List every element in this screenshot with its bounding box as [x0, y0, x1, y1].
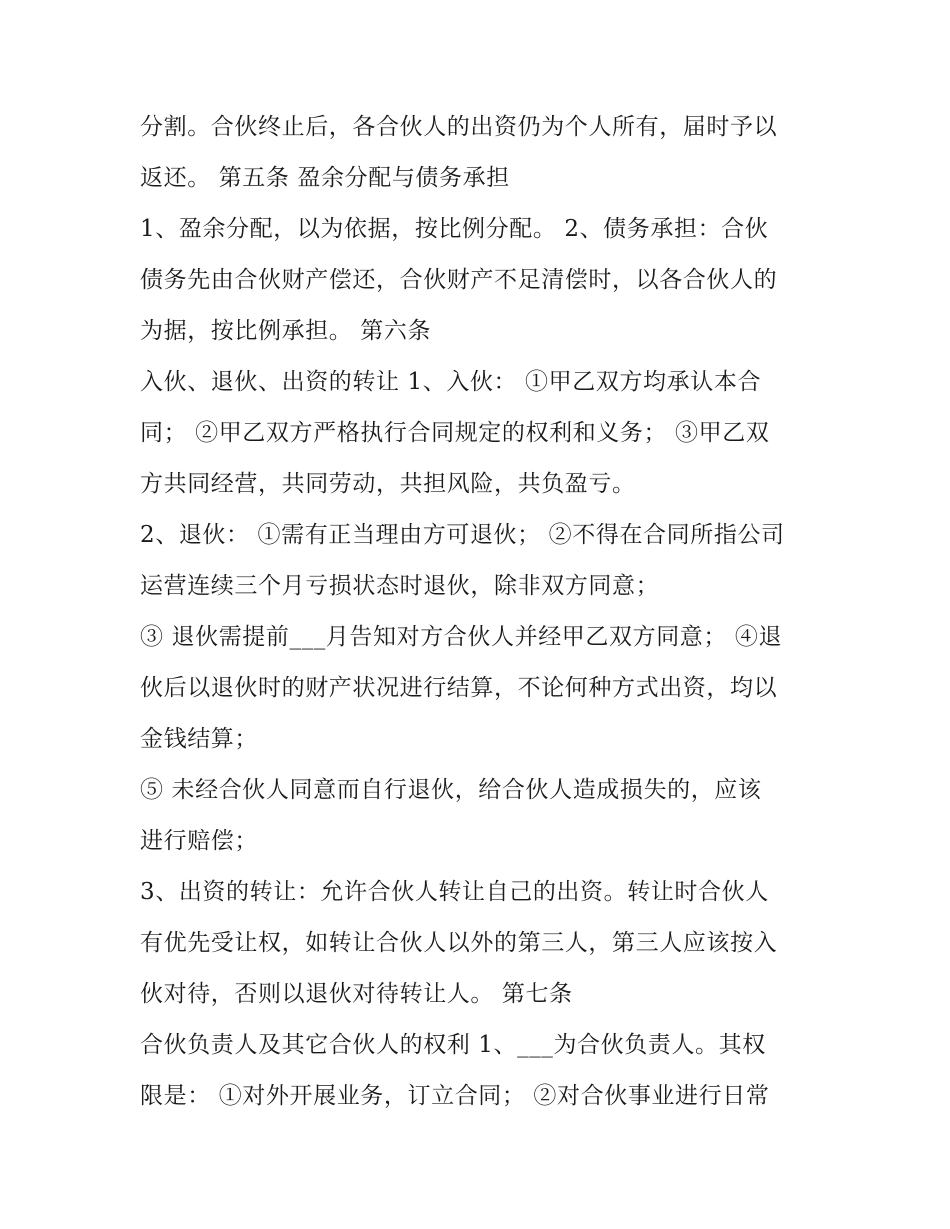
- text-line: 伙对待，否则以退伙对待转让人。 第七条: [140, 981, 573, 1007]
- text-line: 限是： ①对外开展业务，订立合同； ②对合伙事业进行日常: [140, 1083, 770, 1109]
- text-line: 合伙负责人及其它合伙人的权利 1、___为合伙负责人。其权: [140, 1032, 766, 1058]
- text-line: 进行赔偿；: [140, 828, 258, 854]
- text-line: 入伙、退伙、出资的转让 1、入伙： ①甲乙双方均承认本合: [140, 369, 762, 395]
- text-line: 伙后以退伙时的财产状况进行结算，不论何种方式出资，均以: [140, 675, 778, 701]
- text-line: 2、退伙： ①需有正当理由方可退伙； ②不得在合同所指公司: [140, 522, 785, 548]
- text-line: 3、出资的转让：允许合伙人转让自己的出资。转让时合伙人: [140, 879, 769, 905]
- text-line: 1、盈余分配，以为依据，按比例分配。 2、债务承担：合伙: [140, 216, 769, 242]
- text-line: 返还。 第五条 盈余分配与债务承担: [140, 165, 510, 191]
- document-body: [140, 102, 820, 1122]
- text-line: 方共同经营，共同劳动，共担风险，共负盈亏。: [140, 471, 636, 497]
- text-line: ⑤ 未经合伙人同意而自行退伙，给合伙人造成损失的，应该: [140, 777, 762, 803]
- text-line: 同； ②甲乙双方严格执行合同规定的权利和义务； ③甲乙双: [140, 420, 770, 446]
- text-line: 分割。合伙终止后，各合伙人的出资仍为个人所有，届时予以: [140, 114, 778, 140]
- text-line: ③ 退伙需提前___月告知对方合伙人并经甲乙双方同意； ④退: [140, 624, 783, 650]
- text-line: 为据，按比例承担。 第六条: [140, 318, 432, 344]
- text-line: 有优先受让权，如转让合伙人以外的第三人，第三人应该按入: [140, 930, 778, 956]
- text-line: 债务先由合伙财产偿还，合伙财产不足清偿时，以各合伙人的: [140, 267, 778, 293]
- text-line: 运营连续三个月亏损状态时退伙，除非双方同意；: [140, 573, 660, 599]
- text-line: 金钱结算；: [140, 726, 258, 752]
